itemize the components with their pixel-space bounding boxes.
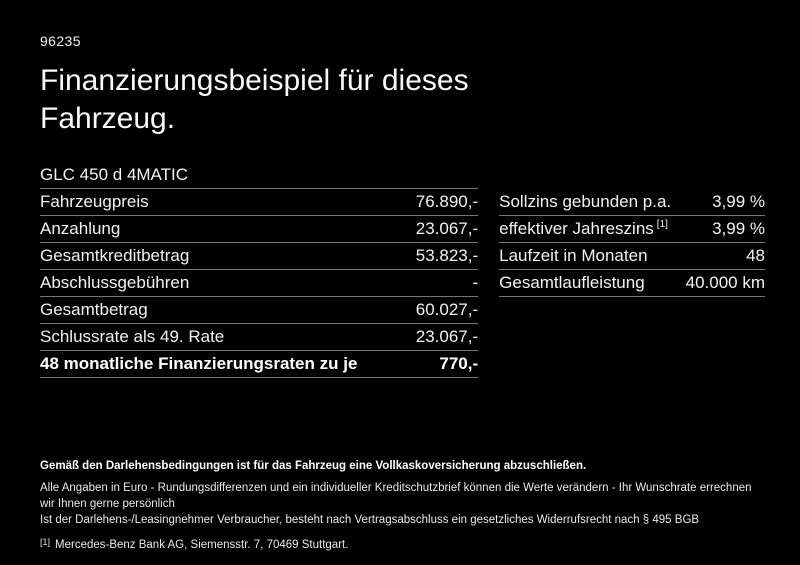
row-label: Schlussrate als 49. Rate [40, 327, 225, 346]
row-value: 60.027,- [415, 300, 479, 319]
vehicle-model: GLC 450 d 4MATIC [40, 165, 189, 184]
vehicle-code: 96235 [40, 33, 81, 49]
table-row-fahrzeugpreis [40, 189, 478, 216]
withdrawal-note: Ist der Darlehens-/Leasingnehmer Verbraucher, besteht nach Vertragsabschluss ein gesetzliches Widerrufsrecht nach § 495 BGB [40, 514, 700, 526]
footnote-text: Mercedes-Benz Bank AG, Siemensstr. 7, 70469 Stuttgart. [55, 539, 349, 551]
row-label [499, 219, 668, 239]
insurance-note: Gemäß den Darlehensbedingungen ist für das Fahrzeug eine Vollkaskoversicherung abzuschließen. [40, 460, 587, 472]
table-row-monatsrate [40, 351, 478, 378]
conditions-table [499, 162, 765, 297]
row-label: Gesamtbetrag [40, 300, 148, 319]
footnote-marker: [1] [40, 537, 51, 547]
footnote-reference: [1] [656, 219, 668, 231]
table-row-schlussrate [40, 324, 478, 351]
page-title: Finanzierungsbeispiel für dieses Fahrzeug. [40, 64, 469, 135]
row-label-text: effektiver Jahreszins [499, 219, 654, 238]
general-note: Alle Angaben in Euro - Rundungsdifferenzen und ein individueller Kreditschutzbrief können die Werte verändern - Ihr Wunschrate errechnen wir Ihnen gerne persönlich [40, 482, 752, 510]
row-label: Sollzins gebunden p.a. [499, 192, 672, 211]
row-value: 3,99 % [712, 192, 765, 211]
row-value: - [472, 273, 479, 292]
bank-footnote [40, 537, 765, 551]
legal-footer [40, 458, 765, 551]
table-row-gesamtbetrag [40, 297, 478, 324]
row-value: 53.823,- [415, 246, 479, 265]
table-row-effektiver-jahreszins [499, 216, 765, 243]
row-value: 770,- [439, 354, 479, 373]
row-label: Gesamtkreditbetrag [40, 246, 190, 265]
vehicle-model-row [40, 162, 478, 189]
financing-tables [40, 162, 765, 378]
row-label: Anzahlung [40, 219, 121, 238]
row-label: Laufzeit in Monaten [499, 246, 648, 265]
row-value: 76.890,- [415, 192, 479, 211]
table-row-anzahlung [40, 216, 478, 243]
row-label: Gesamtlaufleistung [499, 273, 645, 292]
financing-table [40, 162, 478, 378]
table-row-laufzeit [499, 243, 765, 270]
row-value: 40.000 km [685, 273, 765, 292]
table-row-sollzins [499, 189, 765, 216]
table-row-gesamtlaufleistung [499, 270, 765, 297]
table-row-gesamtkreditbetrag [40, 243, 478, 270]
row-label: 48 monatliche Finanzierungsraten zu je [40, 354, 358, 373]
row-label: Fahrzeugpreis [40, 192, 149, 211]
row-label: Abschlussgebühren [40, 273, 190, 292]
table-row-abschlussgebuehren [40, 270, 478, 297]
row-value: 23.067,- [415, 219, 479, 238]
row-value: 48 [746, 246, 765, 265]
row-value: 23.067,- [415, 327, 479, 346]
row-value: 3,99 % [712, 219, 765, 238]
